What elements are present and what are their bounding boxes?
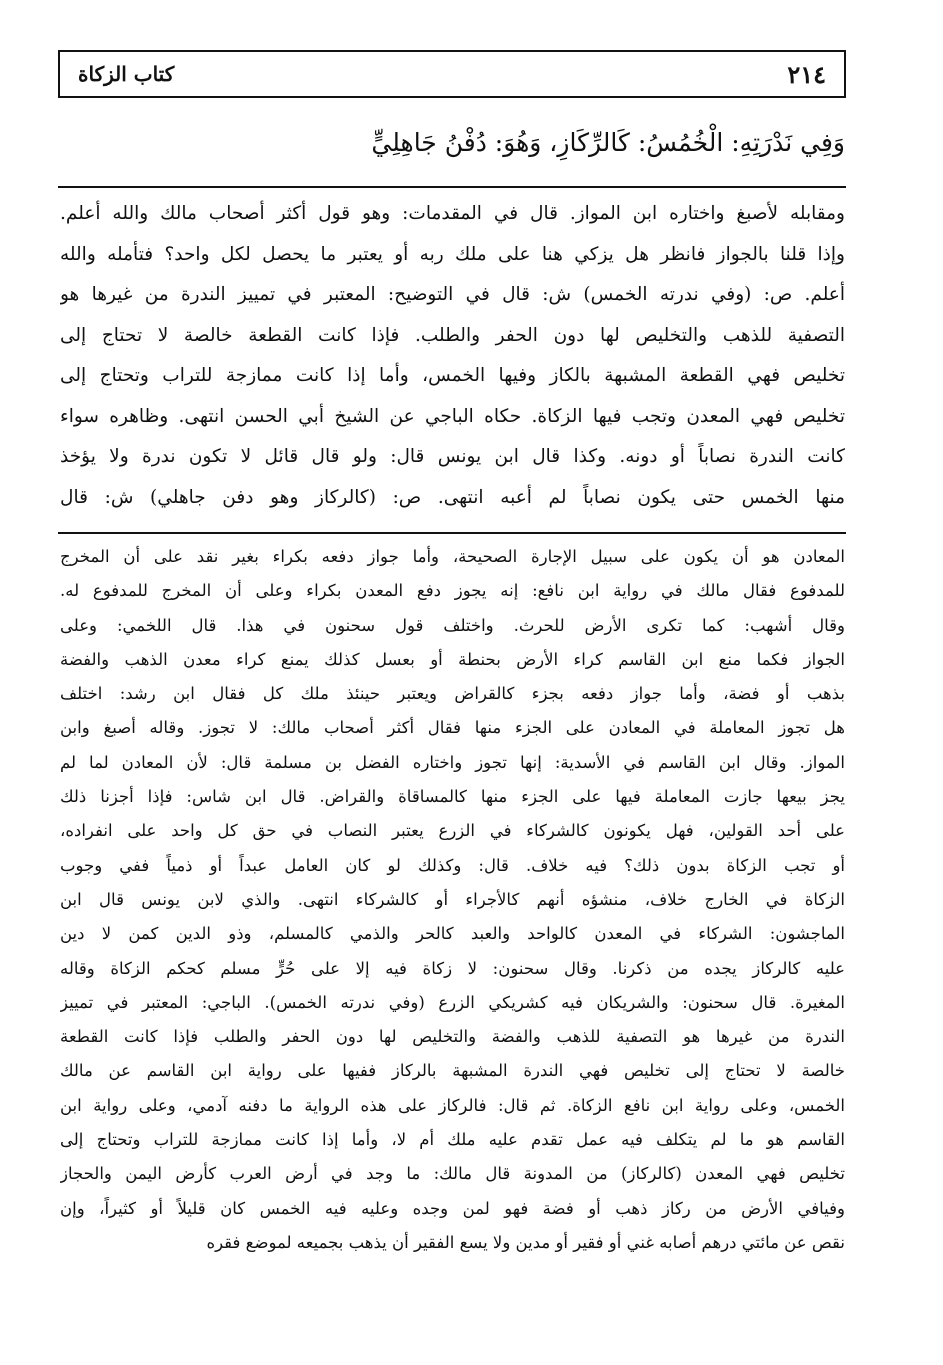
commentary-block xyxy=(60,194,845,518)
commentary-line: ومقابله لأصبغ واختاره ابن المواز. قال في المقدمات: وهو قول أكثر أصحاب مالك والله أعلم. xyxy=(60,203,845,224)
page-number: ٢١٤ xyxy=(787,59,826,89)
footnote-line: المغيرة. قال سحنون: والشريكان فيه كشريكي الزرع (وفي ندرته الخمس). الباجي: المعتبر في تمييز xyxy=(60,992,845,1012)
footnote-line: وفيافي الأرض من ركاز ذهب أو فضة فهو لمن وجده وعليه فيه الخمس كان قليلاً أو كثيراً، وإن xyxy=(60,1198,845,1218)
footnotes-block xyxy=(60,540,845,1260)
footnote-line: القاسم هو ما لم يتكلف فيه عمل تقدم عليه ملك أم لا، وأما إذا كانت ممازجة للتراب وتحتاج إلى xyxy=(60,1130,845,1150)
commentary-line: التصفية للذهب والتخليص لها دون الحفر والطلب. فإذا كانت القطعة خالصة لا تحتاج إلى xyxy=(60,324,845,346)
footnote-line: المعادن هو أن يكون على سبيل الإجارة الصحيحة، وأما جواز دفعه بكراء بغير نقد على أن المخرج xyxy=(60,547,845,566)
footnote-line: للمدفوع فقال مالك في رواية ابن نافع: إنه يجوز دفع المعدن بكراء وعلى أن المخرج للمدفوع له. xyxy=(60,581,845,601)
book-title: كتاب الزكاة xyxy=(78,62,175,86)
footnote-line: الزكاة في الخارج خلاف، منشؤه أنهم كالأجراء أو كالشركاء انتهى. والذي لابن يونس قال ابن xyxy=(60,889,845,909)
footnote-divider xyxy=(58,532,846,534)
footnote-line: الندرة من غيرها هو التصفية للذهب والفضة والتخليص لها دون الحفر والطلب فإذا كانت القطعة xyxy=(60,1027,845,1047)
footnote-line: تخليص فهي المعدن (كالركاز) من المدونة قال مالك: ما وجد في أرض العرب كأرض اليمن والحجاز xyxy=(60,1164,845,1184)
footnote-line: المواز. وقال ابن القاسم في الأسدية: إنها تجوز واختاره الفضل بن مسلمة قال: لأن المعادن لما لم xyxy=(60,752,845,772)
footnote-line: الماجشون: الشركاء في المعدن كالواحد والعبد كالحر والذمي كالمسلم، وذو الدين كمن لا دين xyxy=(60,924,845,944)
footnote-line: وقال أشهب: كما تكرى الأرض للحرث. واختلف قول سحنون في هذا. قال اللخمي: وعلى xyxy=(60,615,845,635)
footnote-line: هل تجوز المعاملة في المعادن على الجزء منها فقال أكثر أصحاب مالك: لا تجوز. وقاله أصبغ وابن xyxy=(60,718,845,738)
footnote-line: على أحد القولين، فهل يكونون كالشركاء في الزرع يعتبر النصاب في حق كل واحد على انفراده، xyxy=(60,821,845,841)
commentary-line: تخليص فهي المعدن وتجب فيها الزكاة. حكاه الباجي عن الشيخ أبي الحسن انتهى. وظاهره سواء xyxy=(60,405,845,427)
commentary-line: أعلم. ص: (وفي ندرته الخمس) ش: قال في التوضيح: المعتبر في تمييز الندرة من غيرها هو xyxy=(60,284,845,305)
footnote-line: خالصة لا تحتاج إلى تخليص فهي الندرة المشبهة بالركاز ففيها على رواية ابن القاسم عن مالك xyxy=(60,1061,845,1081)
commentary-line: تخليص فهي القطعة المشبهة بالكاز وفيها الخمس، وأما إذا كانت ممازجة للتراب وتحتاج إلى xyxy=(60,365,845,386)
commentary-line: منها الخمس حتى يكون نصاباً لم أعبه انتهى. ص: (كالركاز وهو دفن جاهلي) ش: قال xyxy=(60,486,845,508)
footnote-line: الجواز فكما منع ابن القاسم كراء الأرض بحنطة أو بعسل كذلك يمنع كراء معدن الذهب والفضة xyxy=(60,649,845,669)
commentary-line: كانت الندرة نصاباً أو دونه. وكذا قال ابن يونس قال: ولو قال قائل لا تكون ندرة ولا يؤخذ xyxy=(60,446,845,467)
commentary-line: وإذا قلنا بالجواز فانظر هل يزكي هنا على ملك ربه أو يعتبر ما يحصل لكل واحد؟ فتأمله والله xyxy=(60,243,845,265)
footnote-line: أو تجب الزكاة بدون ذلك؟ فيه خلاف. قال: وكذلك لو كان العامل عبداً أو ذمياً ففي وجوب xyxy=(60,855,845,875)
footnote-line: الخمس، وعلى رواية ابن نافع الزكاة. ثم قال: فالركاز على هذه الرواية ما دفنه آدمي، وعلى رواية ابن xyxy=(60,1095,845,1115)
page-header xyxy=(58,50,846,98)
footnote-line: بذهب أو فضة، وأما جواز دفعه بجزء كالقراض ويعتبر حينئذ ملك كل فقال ابن رشد: اختلف xyxy=(60,684,845,704)
footnote-line: نقص عن مائتي درهم أصابه غني أو فقير أو مدين ولا يسع الفقير أن يذهب بجميعه لموضع فقره xyxy=(206,1232,845,1252)
matn-text: وَفِي نَدْرَتِهِ: الْخُمُسُ: كَالرِّكَازِ، وَهُوَ: دُفْنُ جَاهِلِيٍّ xyxy=(371,128,845,157)
matn-divider xyxy=(58,186,846,188)
footnote-line: يجز بيعها جازت المعاملة فيها على الجزء منها كالمساقاة والقراض. قال ابن شاس: فإذا أجزنا ذلك xyxy=(60,787,845,807)
footnote-line: عليه كالركاز يجده من ذكرنا. وقال سحنون: لا زكاة فيه إلا على حُرٍّ مسلم كحكم الزكاة وقاله xyxy=(60,958,845,978)
